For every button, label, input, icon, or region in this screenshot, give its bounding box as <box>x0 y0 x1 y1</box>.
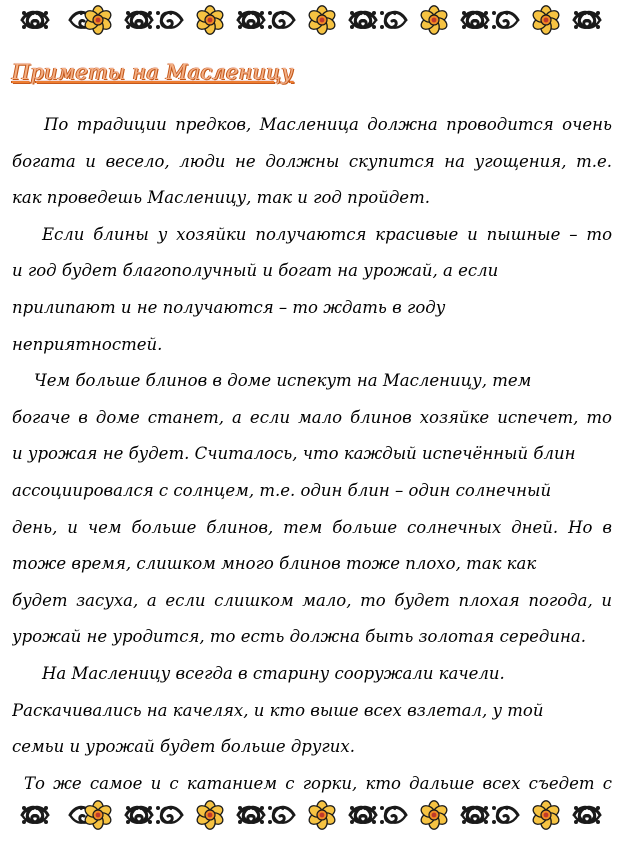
flower-ornament-icon <box>195 6 225 34</box>
page-title: Приметы на Масленицу <box>12 60 294 84</box>
text-line: день, и чем больше блинов, тем больше солнечных дней. Но в <box>12 517 612 537</box>
text-line: На Масленицу всегда в старину сооружали качели. <box>42 663 505 683</box>
text-line: богаче в доме станет, а если мало блинов хозяйке испечет, то <box>12 407 612 427</box>
swirl-ornament-icon <box>380 806 406 824</box>
swirl-ornament-icon <box>268 11 294 29</box>
text-line: Раскачивались на качелях, и кто выше всех взлетал, у той <box>12 700 544 720</box>
swirl-ornament-icon <box>380 11 406 29</box>
text-line: тоже время, слишком много блинов тоже плохо, так как <box>12 554 537 574</box>
swirl-ornament-icon <box>268 806 294 824</box>
text-line: семьи и урожай будет больше других. <box>12 737 355 757</box>
body-text <box>12 107 612 802</box>
text-line: Если блины у хозяйки получаются красивые и пышные – то <box>42 224 612 244</box>
text-line: ассоциировался с солнцем, т.е. один блин – один солнечный <box>12 480 552 500</box>
flower-ornament-icon <box>531 801 561 829</box>
text-line: урожай не уродится, то есть должна быть золотая середина. <box>12 627 586 647</box>
flower-ornament-icon <box>419 6 449 34</box>
text-line: неприятностей. <box>12 334 163 354</box>
text-line: как проведешь Масленицу, так и год пройдет. <box>12 188 430 208</box>
text-line: и год будет благополучный и богат на урожай, а если <box>12 261 499 281</box>
swirl-ornament-icon <box>492 806 518 824</box>
flower-ornament-icon <box>419 801 449 829</box>
flower-ornament-icon <box>195 801 225 829</box>
flower-ornament-icon <box>83 801 113 829</box>
swirl-ornament-icon <box>492 11 518 29</box>
text-line: Чем больше блинов в доме испекут на Масленицу, тем <box>34 371 532 391</box>
swirl-ornament-icon <box>156 806 182 824</box>
flower-ornament-icon <box>307 6 337 34</box>
flower-ornament-icon <box>83 6 113 34</box>
text-line: и урожая не будет. Считалось, что каждый испечённый блин <box>12 444 576 464</box>
text-line: будет засуха, а если слишком мало, то будет плохая погода, и <box>12 590 612 610</box>
top-ornament-border <box>0 0 621 40</box>
flower-ornament-icon <box>531 6 561 34</box>
text-line: богата и весело, люди не должны скупится на угощения, т.е. <box>12 151 612 171</box>
bottom-ornament-border <box>0 795 621 835</box>
text-line: По традиции предков, Масленица должна проводится очень <box>44 115 612 134</box>
text-line: То же самое и с катанием с горки, кто дальше всех съедет с <box>24 773 612 793</box>
flower-ornament-icon <box>307 801 337 829</box>
text-line: прилипают и не получаются – то ждать в году <box>12 297 446 317</box>
swirl-ornament-icon <box>156 11 182 29</box>
